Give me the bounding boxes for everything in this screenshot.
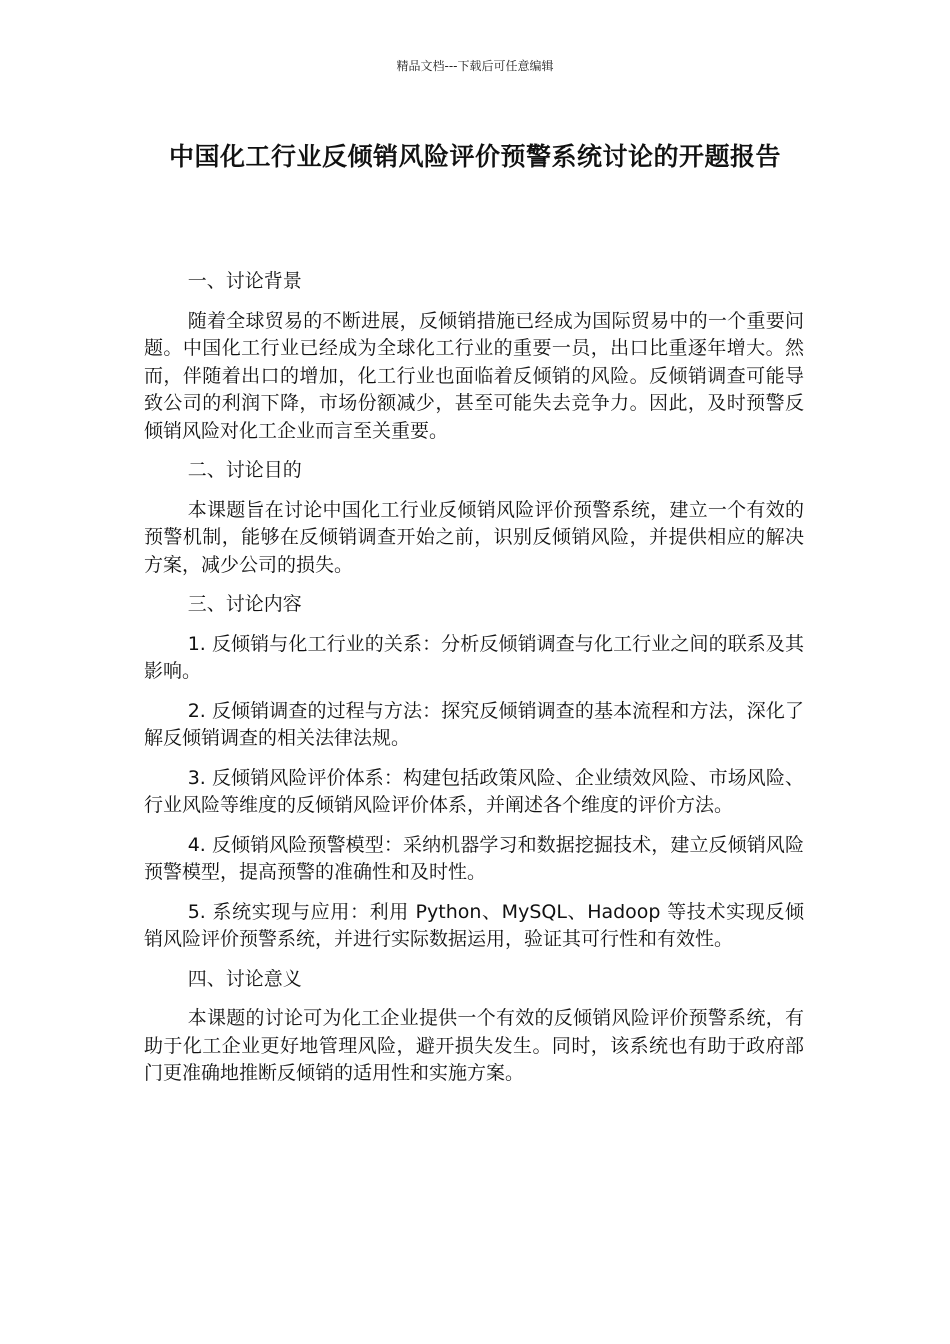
section-heading: 二、讨论目的 xyxy=(187,459,302,481)
list-item: 5. 系统实现与应用：利用 Python、MySQL、Hadoop 等技术实现反倾销风险评价预警系统，并进行实际数据运用，验证其可行性和有效性。 xyxy=(144,900,804,950)
section-background xyxy=(144,268,804,445)
document-title: 中国化工行业反倾销风险评价预警系统讨论的开题报告 xyxy=(168,142,781,171)
section-content xyxy=(144,591,804,954)
paragraph: 本课题的讨论可为化工企业提供一个有效的反倾销风险评价预警系统，有助于化工企业更好地管理风险，避开损失发生。同时，该系统也有助于政府部门更准确地推断反倾销的适用性和实施方案。 xyxy=(144,1007,804,1084)
section-purpose xyxy=(144,457,804,579)
paragraph: 随着全球贸易的不断进展，反倾销措施已经成为国际贸易中的一个重要问题。中国化工行业已经成为全球化工行业的重要一员，出口比重逐年增大。然而，伴随着出口的增加，化工行业也面临着反倾销的风险。反倾销调查可能导致公司的利润下降，市场份额减少，甚至可能失去竞争力。因此，及时预警反倾销风险对化工企业而言至关重要。 xyxy=(144,309,804,442)
document-body xyxy=(144,268,804,1100)
section-heading: 三、讨论内容 xyxy=(187,593,302,615)
section-significance xyxy=(144,966,804,1088)
page-header-note: 精品文档---下载后可任意编辑 xyxy=(396,59,554,73)
section-heading: 一、讨论背景 xyxy=(187,270,302,292)
paragraph: 本课题旨在讨论中国化工行业反倾销风险评价预警系统，建立一个有效的预警机制，能够在反倾销调查开始之前，识别反倾销风险，并提供相应的解决方案，减少公司的损失。 xyxy=(144,498,804,576)
list-item: 3. 反倾销风险评价体系：构建包括政策风险、企业绩效风险、市场风险、行业风险等维度的反倾销风险评价体系，并阐述各个维度的评价方法。 xyxy=(144,766,804,816)
section-heading: 四、讨论意义 xyxy=(187,967,302,990)
list-item: 2. 反倾销调查的过程与方法：探究反倾销调查的基本流程和方法，深化了解反倾销调查的相关法律法规。 xyxy=(144,699,804,749)
list-item: 4. 反倾销风险预警模型：采纳机器学习和数据挖掘技术，建立反倾销风险预警模型，提高预警的准确性和及时性。 xyxy=(144,833,804,883)
list-item: 1. 反倾销与化工行业的关系：分析反倾销调查与化工行业之间的联系及其影响。 xyxy=(144,632,804,682)
